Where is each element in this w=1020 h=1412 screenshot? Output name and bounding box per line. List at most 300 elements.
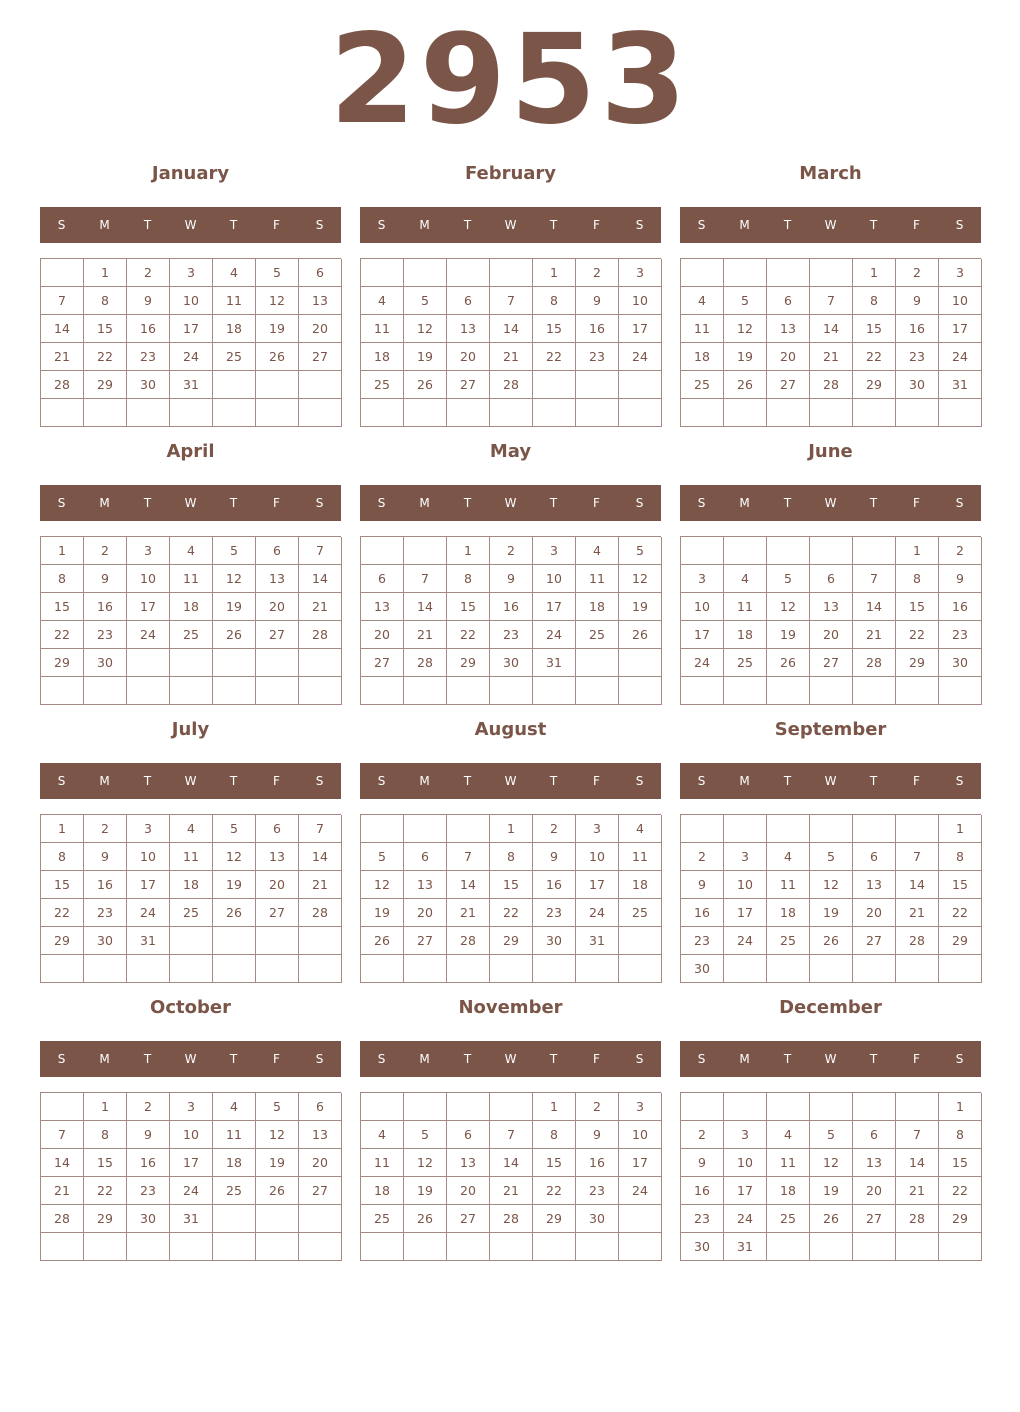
day-grid [360,258,661,427]
day-cell: 20 [853,899,896,927]
day-cell: 14 [896,1149,939,1177]
empty-cell [299,1205,342,1233]
empty-cell [41,677,84,705]
day-cell: 16 [576,315,619,343]
empty-cell [533,1233,576,1261]
month-title: February [464,163,557,184]
empty-cell [361,399,404,427]
weekday-label: S [57,218,66,232]
day-cell: 5 [619,537,662,565]
day-cell: 2 [939,537,982,565]
day-cell: 27 [299,343,342,371]
day-cell: 5 [767,565,810,593]
empty-cell [299,649,342,677]
day-grid [680,258,981,427]
day-cell: 4 [361,287,404,315]
weekday-label: S [315,1052,324,1066]
day-cell: 28 [404,649,447,677]
day-cell: 29 [84,371,127,399]
day-cell: 18 [170,871,213,899]
day-cell: 24 [170,343,213,371]
weekday-header [360,1041,661,1077]
empty-cell [170,649,213,677]
empty-cell [619,1233,662,1261]
empty-cell [576,1233,619,1261]
day-cell: 7 [810,287,853,315]
day-cell: 19 [256,1149,299,1177]
weekday-label: S [57,496,66,510]
day-cell: 12 [767,593,810,621]
day-cell: 8 [41,565,84,593]
day-cell: 7 [853,565,896,593]
day-cell: 4 [767,1121,810,1149]
empty-cell [681,537,724,565]
weekday-label: T [783,774,792,788]
day-cell: 26 [810,927,853,955]
day-cell: 11 [724,593,767,621]
day-cell: 4 [361,1121,404,1149]
weekday-label: T [549,1052,558,1066]
day-cell: 6 [256,815,299,843]
day-cell: 30 [490,649,533,677]
empty-cell [724,537,767,565]
day-cell: 30 [84,649,127,677]
weekday-label: F [273,496,280,510]
day-cell: 13 [853,871,896,899]
day-cell: 19 [256,315,299,343]
empty-cell [896,399,939,427]
month-may [360,437,661,705]
empty-cell [896,677,939,705]
empty-cell [404,815,447,843]
empty-cell [619,1205,662,1233]
day-cell: 22 [853,343,896,371]
weekday-header [360,485,661,521]
weekday-header [680,207,981,243]
day-cell: 6 [767,287,810,315]
empty-cell [361,955,404,983]
day-cell: 2 [127,259,170,287]
day-cell: 17 [170,1149,213,1177]
weekday-label: W [824,1052,837,1066]
day-cell: 27 [447,1205,490,1233]
day-cell: 19 [724,343,767,371]
day-cell: 25 [170,899,213,927]
month-title: December [779,997,882,1018]
day-cell: 21 [896,899,939,927]
empty-cell [681,259,724,287]
day-cell: 14 [299,565,342,593]
day-cell: 8 [896,565,939,593]
day-cell: 1 [490,815,533,843]
day-cell: 31 [170,371,213,399]
weekday-header [40,485,341,521]
day-cell: 4 [576,537,619,565]
weekday-label: F [913,774,920,788]
empty-cell [619,399,662,427]
empty-cell [256,649,299,677]
day-cell: 28 [41,371,84,399]
empty-cell [490,955,533,983]
empty-cell [170,677,213,705]
day-cell: 26 [361,927,404,955]
empty-cell [724,955,767,983]
empty-cell [41,1233,84,1261]
day-cell: 5 [256,1093,299,1121]
empty-cell [256,1205,299,1233]
empty-cell [767,677,810,705]
empty-cell [853,1093,896,1121]
day-cell: 28 [896,1205,939,1233]
day-cell: 15 [41,593,84,621]
empty-cell [533,677,576,705]
day-cell: 31 [724,1233,767,1261]
day-cell: 20 [361,621,404,649]
day-cell: 7 [41,1121,84,1149]
weekday-label: W [824,774,837,788]
month-september [680,715,981,983]
day-cell: 31 [576,927,619,955]
day-cell: 24 [724,927,767,955]
empty-cell [939,955,982,983]
empty-cell [490,677,533,705]
day-cell: 26 [256,1177,299,1205]
weekday-label: T [869,774,878,788]
month-title: April [166,441,215,462]
day-cell: 24 [170,1177,213,1205]
weekday-label: T [549,496,558,510]
month-title: November [458,997,563,1018]
day-cell: 7 [299,815,342,843]
day-cell: 22 [84,1177,127,1205]
day-cell: 22 [533,343,576,371]
day-cell: 2 [576,259,619,287]
day-cell: 9 [533,843,576,871]
day-cell: 1 [853,259,896,287]
day-cell: 3 [127,815,170,843]
day-cell: 16 [127,1149,170,1177]
day-cell: 11 [361,1149,404,1177]
empty-cell [299,399,342,427]
empty-cell [767,537,810,565]
weekday-label: S [955,774,964,788]
day-cell: 2 [576,1093,619,1121]
day-grid [40,258,341,427]
empty-cell [724,677,767,705]
day-cell: 9 [127,1121,170,1149]
weekday-label: M [99,774,110,788]
day-cell: 19 [404,1177,447,1205]
day-cell: 17 [619,1149,662,1177]
month-december [680,993,981,1261]
day-cell: 27 [853,1205,896,1233]
month-title: June [808,441,853,462]
weekday-label: F [273,774,280,788]
day-cell: 1 [896,537,939,565]
weekday-header [680,763,981,799]
weekday-label: T [143,1052,152,1066]
day-cell: 9 [939,565,982,593]
weekday-label: T [549,774,558,788]
weekday-label: W [184,1052,197,1066]
empty-cell [361,259,404,287]
day-cell: 12 [213,565,256,593]
day-cell: 31 [127,927,170,955]
empty-cell [724,1093,767,1121]
day-cell: 12 [256,1121,299,1149]
day-cell: 16 [127,315,170,343]
day-cell: 8 [41,843,84,871]
day-cell: 9 [576,1121,619,1149]
day-cell: 21 [299,593,342,621]
month-october [40,993,341,1261]
day-cell: 10 [681,593,724,621]
weekday-header [680,485,981,521]
day-cell: 9 [84,843,127,871]
day-cell: 19 [361,899,404,927]
day-cell: 23 [533,899,576,927]
weekday-label: T [143,218,152,232]
day-cell: 23 [84,621,127,649]
day-cell: 30 [127,1205,170,1233]
day-cell: 19 [810,899,853,927]
day-cell: 14 [404,593,447,621]
day-cell: 23 [84,899,127,927]
empty-cell [127,399,170,427]
day-cell: 22 [939,899,982,927]
weekday-label: T [783,1052,792,1066]
month-july [40,715,341,983]
month-title: September [774,719,887,740]
day-cell: 24 [533,621,576,649]
day-cell: 1 [41,815,84,843]
empty-cell [810,955,853,983]
day-cell: 25 [619,899,662,927]
day-cell: 18 [767,899,810,927]
weekday-label: W [504,774,517,788]
empty-cell [853,677,896,705]
weekday-label: T [463,496,472,510]
day-cell: 16 [490,593,533,621]
day-cell: 22 [41,621,84,649]
day-cell: 8 [853,287,896,315]
day-cell: 20 [256,593,299,621]
day-cell: 20 [256,871,299,899]
empty-cell [256,677,299,705]
empty-cell [576,399,619,427]
weekday-label: S [57,1052,66,1066]
day-cell: 3 [939,259,982,287]
day-cell: 6 [810,565,853,593]
day-cell: 17 [170,315,213,343]
weekday-label: W [824,218,837,232]
day-cell: 10 [170,287,213,315]
day-cell: 10 [127,843,170,871]
day-cell: 21 [41,1177,84,1205]
weekday-label: F [593,1052,600,1066]
weekday-label: S [955,1052,964,1066]
day-cell: 15 [939,1149,982,1177]
weekday-label: S [697,218,706,232]
empty-cell [447,259,490,287]
day-cell: 17 [724,899,767,927]
day-cell: 21 [490,1177,533,1205]
day-cell: 6 [299,1093,342,1121]
day-cell: 7 [41,287,84,315]
day-cell: 2 [681,1121,724,1149]
day-cell: 4 [619,815,662,843]
day-cell: 19 [404,343,447,371]
empty-cell [490,399,533,427]
weekday-header [360,763,661,799]
day-cell: 22 [84,343,127,371]
weekday-label: F [273,1052,280,1066]
day-cell: 3 [127,537,170,565]
empty-cell [213,927,256,955]
month-november [360,993,661,1261]
day-cell: 18 [170,593,213,621]
day-cell: 26 [213,899,256,927]
day-cell: 2 [127,1093,170,1121]
empty-cell [681,815,724,843]
empty-cell [170,927,213,955]
month-title: May [489,441,532,462]
day-cell: 12 [724,315,767,343]
day-cell: 6 [853,1121,896,1149]
empty-cell [404,1093,447,1121]
weekday-label: S [377,1052,386,1066]
day-cell: 7 [490,1121,533,1149]
day-cell: 13 [447,1149,490,1177]
day-cell: 20 [299,315,342,343]
empty-cell [213,371,256,399]
weekday-label: S [955,218,964,232]
weekday-label: F [593,496,600,510]
day-cell: 16 [84,871,127,899]
day-cell: 7 [490,287,533,315]
weekday-label: F [913,218,920,232]
day-cell: 24 [724,1205,767,1233]
day-cell: 25 [361,1205,404,1233]
empty-cell [681,399,724,427]
day-cell: 12 [404,1149,447,1177]
day-cell: 26 [724,371,767,399]
weekday-label: T [463,218,472,232]
day-cell: 4 [724,565,767,593]
day-cell: 5 [810,843,853,871]
empty-cell [213,399,256,427]
weekday-label: S [377,496,386,510]
empty-cell [810,815,853,843]
day-cell: 25 [213,1177,256,1205]
empty-cell [533,955,576,983]
weekday-label: M [419,1052,430,1066]
day-cell: 30 [681,1233,724,1261]
weekday-label: T [869,496,878,510]
day-cell: 27 [853,927,896,955]
weekday-label: M [419,218,430,232]
empty-cell [213,677,256,705]
day-cell: 19 [213,593,256,621]
day-cell: 11 [576,565,619,593]
day-cell: 4 [767,843,810,871]
day-cell: 27 [256,899,299,927]
weekday-label: T [143,774,152,788]
day-cell: 18 [767,1177,810,1205]
day-cell: 10 [576,843,619,871]
day-cell: 20 [404,899,447,927]
day-cell: 16 [681,899,724,927]
day-cell: 11 [767,871,810,899]
day-cell: 28 [490,371,533,399]
weekday-header [40,1041,341,1077]
day-cell: 9 [84,565,127,593]
day-cell: 7 [404,565,447,593]
weekday-label: S [315,496,324,510]
day-cell: 22 [490,899,533,927]
day-cell: 26 [767,649,810,677]
empty-cell [767,399,810,427]
empty-cell [533,399,576,427]
day-cell: 6 [853,843,896,871]
empty-cell [619,927,662,955]
day-grid [680,1092,981,1261]
day-cell: 23 [576,343,619,371]
day-cell: 26 [404,371,447,399]
day-cell: 3 [533,537,576,565]
weekday-label: T [549,218,558,232]
day-cell: 10 [724,1149,767,1177]
day-cell: 19 [810,1177,853,1205]
day-cell: 17 [724,1177,767,1205]
empty-cell [404,537,447,565]
day-cell: 21 [896,1177,939,1205]
day-cell: 28 [490,1205,533,1233]
day-cell: 8 [490,843,533,871]
day-cell: 30 [533,927,576,955]
empty-cell [724,259,767,287]
day-cell: 23 [127,343,170,371]
empty-cell [447,1233,490,1261]
day-grid [680,536,981,705]
day-cell: 17 [939,315,982,343]
year-title: 2953 [329,8,691,152]
day-cell: 21 [853,621,896,649]
empty-cell [853,1233,896,1261]
month-title: January [151,163,230,184]
day-cell: 2 [490,537,533,565]
empty-cell [810,677,853,705]
day-cell: 14 [853,593,896,621]
day-cell: 14 [299,843,342,871]
day-cell: 2 [84,537,127,565]
day-cell: 9 [681,871,724,899]
day-cell: 14 [490,1149,533,1177]
empty-cell [299,927,342,955]
day-cell: 2 [533,815,576,843]
weekday-label: W [504,496,517,510]
day-cell: 1 [533,259,576,287]
empty-cell [619,371,662,399]
day-cell: 27 [767,371,810,399]
month-january [40,159,341,427]
day-cell: 21 [810,343,853,371]
month-february [360,159,661,427]
weekday-label: M [739,774,750,788]
day-cell: 6 [447,287,490,315]
weekday-label: F [913,496,920,510]
day-cell: 24 [619,343,662,371]
